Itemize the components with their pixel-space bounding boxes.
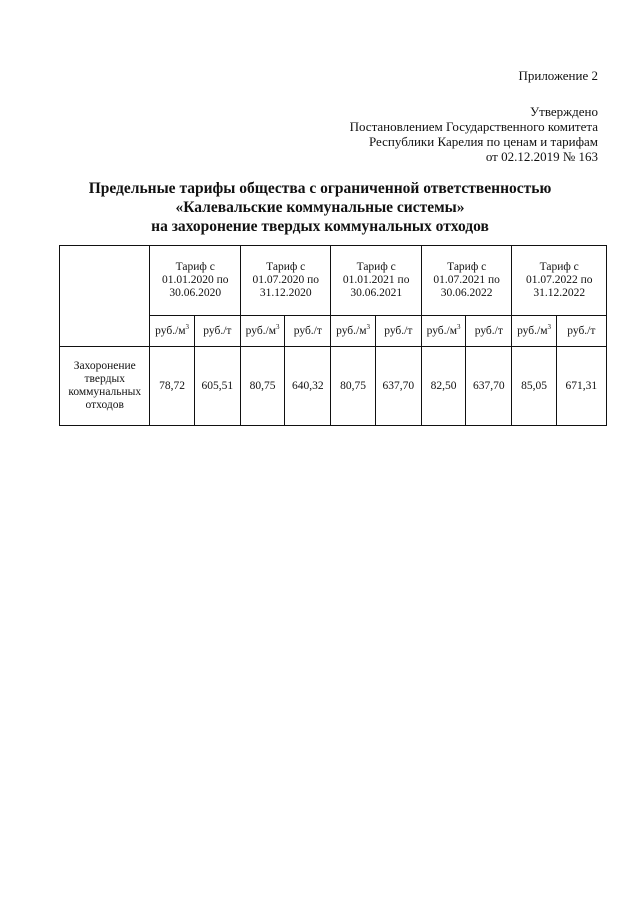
unit-cell-t: руб./т bbox=[375, 316, 421, 347]
approval-block bbox=[350, 104, 598, 164]
document-title bbox=[0, 179, 640, 236]
period-line: 31.12.2020 bbox=[259, 287, 312, 299]
unit-cell-t: руб./т bbox=[466, 316, 512, 347]
period-header-cell bbox=[421, 246, 511, 316]
period-header-row bbox=[60, 246, 607, 316]
approval-line: Республики Карелия по ценам и тарифам bbox=[368, 134, 598, 149]
empty-corner-cell bbox=[60, 246, 150, 347]
approval-line: Утверждено bbox=[529, 104, 598, 119]
period-line: Тариф с bbox=[175, 261, 215, 273]
service-line: отходов bbox=[85, 399, 124, 411]
period-line: Тариф с bbox=[447, 261, 487, 273]
service-line: Захоронение bbox=[73, 360, 136, 372]
tariff-value-cell: 80,75 bbox=[331, 347, 375, 426]
tariff-value-cell: 640,32 bbox=[285, 347, 331, 426]
period-header-cell bbox=[240, 246, 330, 316]
period-line: 01.01.2020 по bbox=[161, 274, 229, 286]
unit-cell-t: руб./т bbox=[556, 316, 606, 347]
tariff-value-cell: 78,72 bbox=[150, 347, 194, 426]
approval-line: Постановлением Государственного комитета bbox=[349, 119, 598, 134]
period-line: Тариф с bbox=[539, 261, 579, 273]
table-row bbox=[60, 347, 607, 426]
tariff-value-cell: 637,70 bbox=[375, 347, 421, 426]
period-line: 30.06.2021 bbox=[350, 287, 403, 299]
title-line: на захоронение твердых коммунальных отходов bbox=[151, 218, 489, 235]
period-header-cell bbox=[331, 246, 421, 316]
period-line: 30.06.2022 bbox=[440, 287, 493, 299]
unit-cell-m3: $руб./м^3$ bbox=[240, 316, 284, 347]
tariff-value-cell: 671,31 bbox=[556, 347, 606, 426]
unit-cell-t: руб./т bbox=[285, 316, 331, 347]
title-line: «Калевальские коммунальные системы» bbox=[175, 199, 465, 216]
period-line: Тариф с bbox=[266, 261, 306, 273]
unit-cell-m3: $руб./м^3$ bbox=[421, 316, 465, 347]
unit-cell-t: руб./т bbox=[194, 316, 240, 347]
period-header-cell bbox=[150, 246, 240, 316]
unit-cell-m3: $руб./м^3$ bbox=[512, 316, 556, 347]
tariff-value-cell: 605,51 bbox=[194, 347, 240, 426]
period-line: 01.01.2021 по bbox=[342, 274, 410, 286]
tariff-value-cell: 80,75 bbox=[240, 347, 284, 426]
title-line: Предельные тарифы общества с ограниченной ответственностью bbox=[88, 180, 552, 197]
period-line: Тариф с bbox=[356, 261, 396, 273]
period-line: 01.07.2020 по bbox=[252, 274, 319, 286]
period-line: 31.12.2022 bbox=[533, 287, 586, 299]
tariff-table bbox=[59, 245, 607, 426]
tariff-value-cell: 82,50 bbox=[421, 347, 465, 426]
period-line: 01.07.2021 по bbox=[433, 274, 500, 286]
unit-cell-m3: $руб./м^3$ bbox=[331, 316, 375, 347]
appendix-label: Приложение 2 bbox=[518, 68, 598, 83]
period-line: 30.06.2020 bbox=[169, 287, 222, 299]
period-line: 01.07.2022 по bbox=[525, 274, 593, 286]
approval-line: от 02.12.2019 № 163 bbox=[485, 149, 598, 164]
tariff-value-cell: 637,70 bbox=[466, 347, 512, 426]
service-line: коммунальных bbox=[68, 386, 142, 398]
service-line: твердых bbox=[84, 373, 125, 385]
unit-cell-m3: $руб./м^3$ bbox=[150, 316, 194, 347]
period-header-cell bbox=[512, 246, 607, 316]
tariff-value-cell: 85,05 bbox=[512, 347, 556, 426]
service-name-cell bbox=[60, 347, 150, 426]
